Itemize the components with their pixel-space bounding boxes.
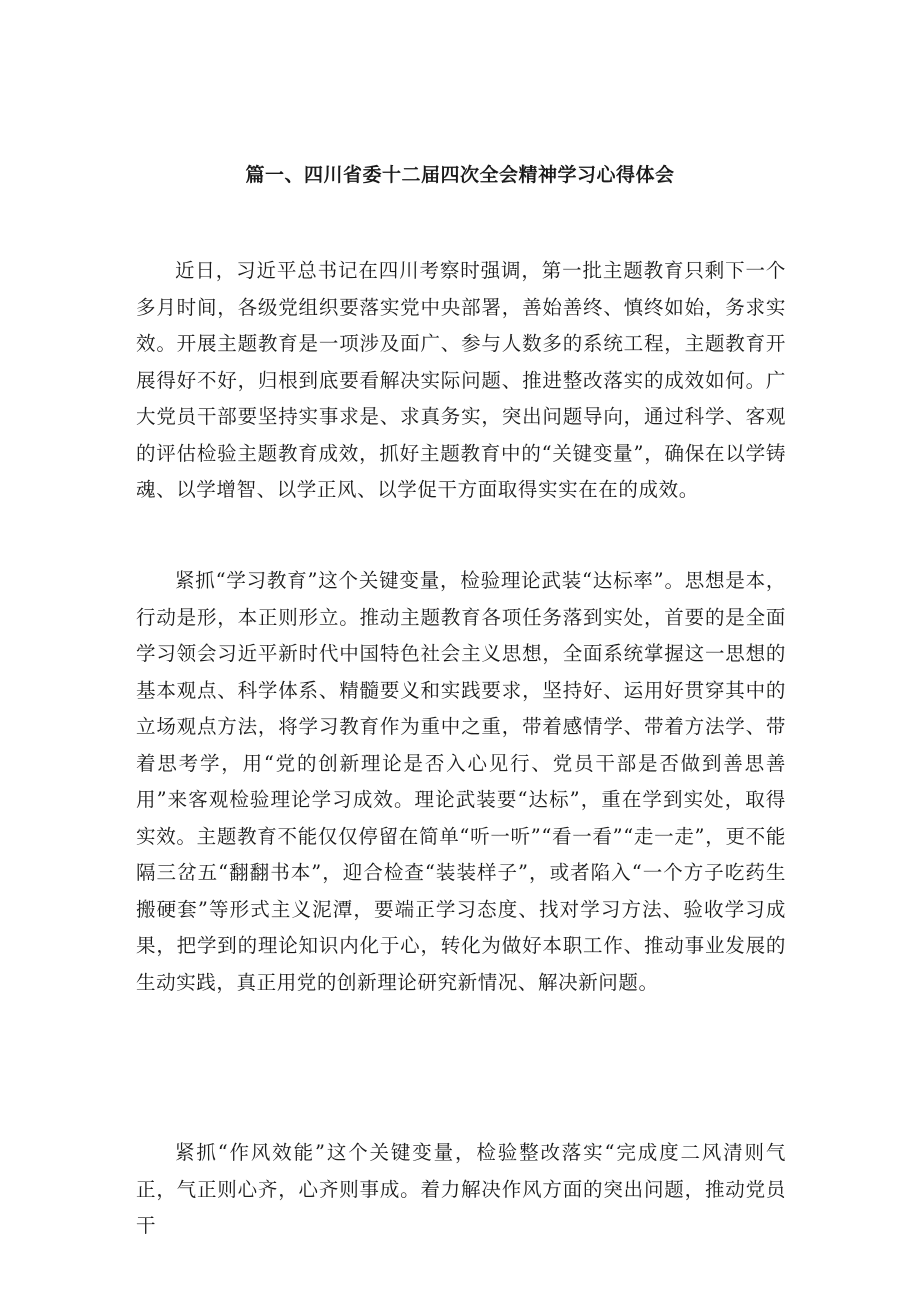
paragraph-3: 紧抓“作风效能”这个关键变量，检验整改落实“完成度二风清则气正，气正则心齐，心齐则事成。着力解决作风方面的突出问题，推动党员干 xyxy=(136,1141,786,1237)
paragraph-1: 近日，习近平总书记在四川考察时强调，第一批主题教育只剩下一个多月时间，各级党组织要落实党中央部署，善始善终、慎终如始，务求实效。开展主题教育是一项涉及面广、参与人数多的系统工程，主题教育开展得好不好，归根到底要看解决实际问题、推进整改落实的成效如何。广大党员干部要坚持实事求是、求真务实，突出问题导向，通过科学、客观的评估检验主题教育成效，抓好主题教育中的“关键变量”，确保在以学铸魂、以学增智、以学正风、以学促干方面取得实实在在的成效。 xyxy=(136,259,786,501)
document-title: 篇一、四川省委十二届四次全会精神学习心得体会 xyxy=(245,164,675,186)
paragraph-2: 紧抓“学习教育”这个关键变量，检验理论武装“达标率”。思想是本，行动是形，本正则形立。推动主题教育各项任务落到实处，首要的是全面学习领会习近平新时代中国特色社会主义思想，全面系统掌握这一思想的基本观点、科学体系、精髓要义和实践要求，坚持好、运用好贯穿其中的立场观点方法，将学习教育作为重中之重，带着感情学、带着方法学、带着思考学，用“党的创新理论是否入心见行、党员干部是否做到善思善用”来客观检验理论学习成效。理论武装要“达标”，重在学到实处，取得实效。主题教育不能仅仅停留在简单“听一听”“看一看”“走一走”，更不能隔三岔五“翻翻书本”，迎合检查“装装样子”，或者陷入“一个方子吃药生搬硬套”等形式主义泥潭，要端正学习态度、找对学习方法、验收学习成果，把学到的理论知识内化于心，转化为做好本职工作、推动事业发展的生动实践，真正用党的创新理论研究新情况、解决新问题。 xyxy=(136,569,786,994)
